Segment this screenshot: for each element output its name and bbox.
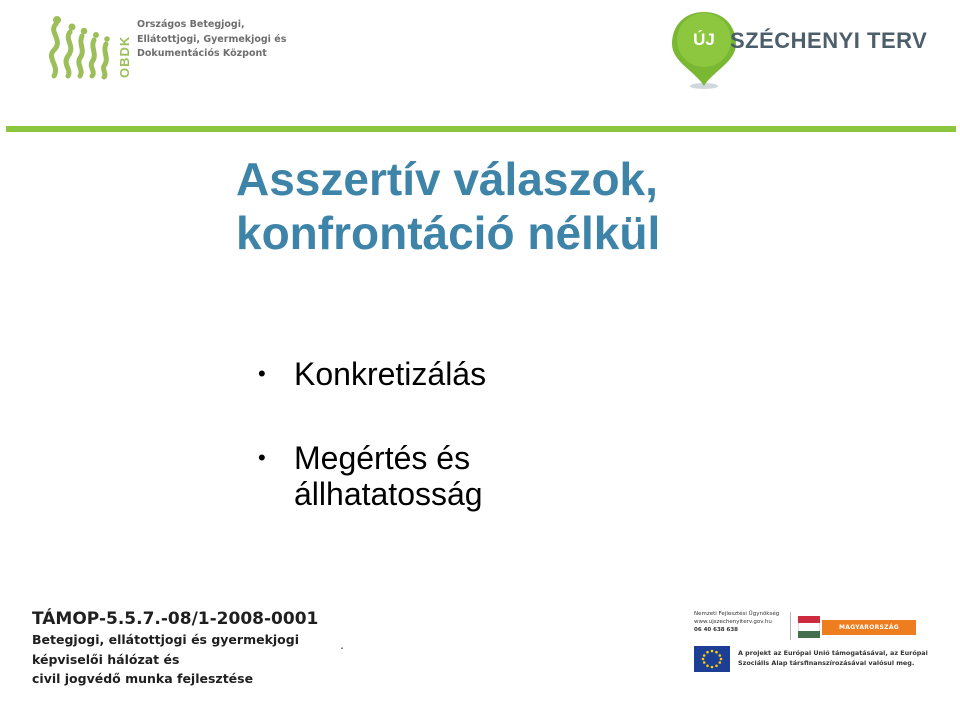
obdk-name-line: Országos Betegjogi, bbox=[137, 19, 245, 30]
bullet-item bbox=[258, 356, 486, 392]
hungarian-flag-icon bbox=[798, 616, 820, 638]
bullet-dot-icon: • bbox=[258, 445, 266, 470]
bullet-text: állhatatosság bbox=[294, 476, 483, 512]
sponsor-separator bbox=[790, 612, 791, 640]
flag-stripe bbox=[798, 631, 820, 638]
bullet-dot-icon: • bbox=[258, 361, 266, 386]
bullet-text: Konkretizálás bbox=[294, 356, 487, 392]
bullet-item bbox=[258, 440, 486, 512]
project-description-line: civil jogvédő munka fejlesztése bbox=[32, 671, 254, 686]
obdk-figures-icon bbox=[44, 14, 116, 84]
bullet-text: Megértés és bbox=[294, 440, 471, 476]
eu-funding-line: Szociális Alap társfinanszírozásával valósul meg. bbox=[738, 659, 915, 667]
obdk-acronym bbox=[116, 18, 136, 80]
stray-mark: . bbox=[340, 636, 344, 652]
slide-title bbox=[236, 152, 660, 260]
project-info bbox=[32, 608, 318, 689]
slide-title-line: konfrontáció nélkül bbox=[236, 207, 661, 259]
eu-funding-line: A projekt az Európai Unió támogatásával, az Európai bbox=[738, 649, 928, 657]
agency-name: Nemzeti Fejlesztési Ügynökség bbox=[694, 611, 780, 617]
obdk-logo bbox=[44, 14, 287, 84]
obdk-acronym-text: OBDK bbox=[117, 35, 132, 78]
uj-szechenyi-terv-logo bbox=[668, 10, 930, 90]
agency-phone: 06 40 638 638 bbox=[694, 627, 739, 633]
eu-funding-note bbox=[738, 648, 928, 668]
uj-badge: ÚJ bbox=[693, 30, 715, 49]
obdk-name bbox=[137, 18, 286, 62]
project-code: TÁMOP-5.5.7.-08/1-2008-0001 bbox=[32, 609, 319, 629]
project-description-line: képviselői hálózat és bbox=[32, 651, 180, 667]
magyarorszag-megujul-banner: MAGYARORSZÁG MEGÚJUL bbox=[822, 620, 916, 635]
flag-stripe bbox=[798, 616, 820, 623]
bullet-list bbox=[258, 356, 486, 512]
sponsor-block bbox=[686, 602, 928, 682]
eu-flag-icon bbox=[694, 646, 730, 672]
obdk-name-line: Ellátottjogi, Gyermekjogi és bbox=[137, 33, 287, 45]
project-description-line: Betegjogi, ellátottjogi és gyermekjogi bbox=[32, 632, 299, 647]
szechenyi-terv-name: SZÉCHENYI TERV bbox=[730, 28, 928, 53]
flag-stripe bbox=[798, 623, 820, 630]
obdk-name-line: Dokumentációs Központ bbox=[137, 48, 267, 59]
header-divider bbox=[6, 126, 956, 132]
agency-info bbox=[694, 610, 779, 634]
slide-title-line: Asszertív válaszok, bbox=[236, 153, 658, 205]
agency-url: www.ujszechenyiterv.gov.hu bbox=[694, 619, 772, 625]
